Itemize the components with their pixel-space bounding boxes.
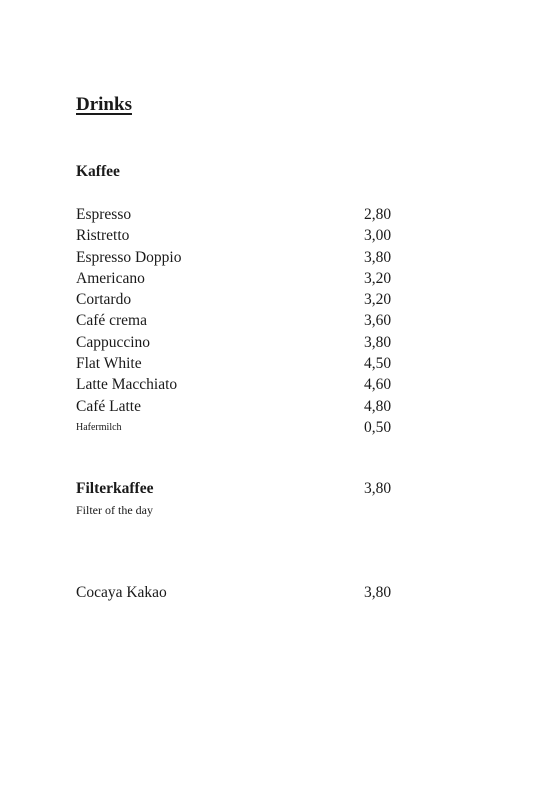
- item-name: Flat White: [76, 355, 142, 373]
- item-price: 3,60: [364, 312, 392, 330]
- menu-item: [76, 332, 396, 353]
- item-name: Cocaya Kakao: [76, 584, 167, 601]
- section-heading-kaffee: Kaffee: [76, 163, 120, 180]
- kakao-row: [76, 584, 396, 602]
- kaffee-list: [76, 204, 396, 438]
- menu-item: [76, 268, 396, 289]
- item-name: Café crema: [76, 312, 147, 330]
- item-name: Filterkaffee: [76, 480, 154, 497]
- item-price: 3,20: [364, 291, 392, 309]
- menu-item: [76, 225, 396, 246]
- menu-item-addon: [76, 417, 396, 438]
- item-name: Hafermilch: [76, 421, 122, 433]
- item-price: 3,80: [364, 248, 392, 266]
- menu-item: [76, 247, 396, 268]
- item-price: 3,00: [364, 227, 392, 245]
- item-name: Latte Macchiato: [76, 376, 178, 394]
- item-name: Espresso Doppio: [76, 248, 182, 266]
- item-price: 4,60: [364, 376, 392, 394]
- menu-item: [76, 353, 396, 374]
- item-name: Café Latte: [76, 397, 141, 415]
- filterkaffee-row: [76, 480, 396, 498]
- item-name: Espresso: [76, 206, 132, 223]
- item-price: 4,50: [364, 355, 392, 373]
- item-name: Cortardo: [76, 291, 132, 309]
- filterkaffee-description: Filter of the day: [76, 503, 153, 517]
- item-price: 3,80: [364, 584, 392, 601]
- item-price: 3,20: [364, 269, 392, 287]
- item-name: Americano: [76, 269, 145, 287]
- item-price: 3,80: [364, 480, 392, 497]
- menu-item: [76, 289, 396, 310]
- item-price: 3,80: [364, 333, 392, 351]
- menu-item: [76, 310, 396, 331]
- menu-item: [76, 204, 396, 225]
- item-price: 4,80: [364, 397, 392, 415]
- menu-item: [76, 374, 396, 395]
- item-price: 0,50: [364, 418, 392, 436]
- page-title: Drinks: [76, 94, 132, 115]
- item-name: Cappuccino: [76, 333, 151, 351]
- item-price: 2,80: [364, 206, 392, 223]
- menu-item: [76, 396, 396, 417]
- item-name: Ristretto: [76, 227, 130, 245]
